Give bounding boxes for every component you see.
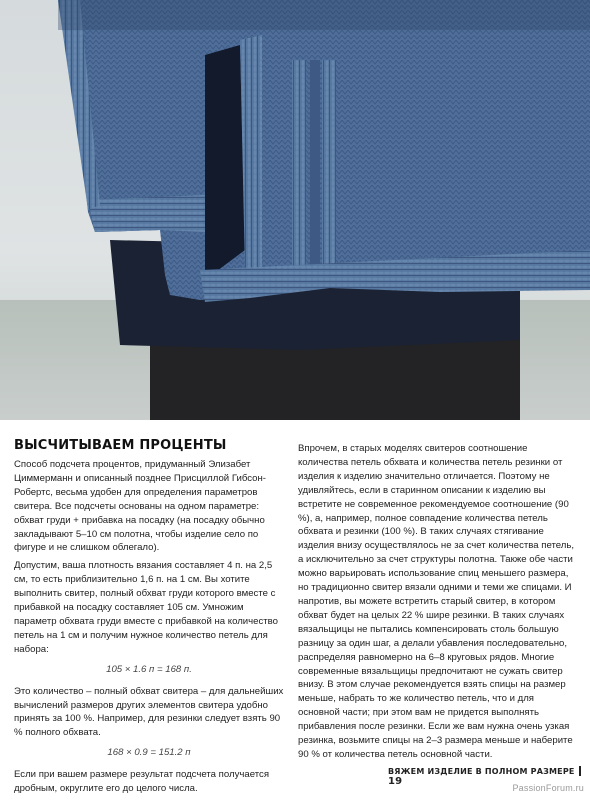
paragraph-percent: Это количество – полный обхват свитера – для дальнейших вычислений размеров других элементов свитера удобно принять за 100 %. Например, для резинки следует взять 90 % полного обхвата. (14, 685, 284, 739)
paragraph-gauge: Допустим, ваша плотность вязания составляет 4 п. на 2,5 см, то есть приблизительно 1,6 п. на 1 см. Вы хотите выполнить свитер, полный обхват груди которого вместе с прибавкой на посадку составляет 105 см. Умножим параметр обхвата груди вместе с прибавкой на количество петель на 1 см и получим нужное количество петель для набора: (14, 560, 279, 655)
formula-cast-on: 105 × 1.6 п = 168 п. (106, 663, 192, 675)
paragraph-rounding: Если при вашем размере результат подсчета получается дробным, округлите его до целого числа. (14, 769, 270, 795)
footer-section-title: ВЯЖЕМ ИЗДЕЛИЕ В ПОЛНОМ РАЗМЕРЕ (388, 767, 575, 776)
footer-separator (579, 766, 581, 776)
paragraph-old-models: Впрочем, в старых моделях свитеров соотношение количества петель обхвата и количества петель резинки от изделия к изделию значительно отличается. Поэтому не удивляйтесь, если в старинном описании к изделию вы встретите не современное рекомендуемое соотношение (90 %), а, например, полное совпадение количества петель обхвата и резинки (100 %). В таких случаях стягивание изделия внизу осуществлялось не за счет количества петель, а исключительно за счет структуры полотна. Также обе части можно варьировать использование спиц меньшего размера, но традиционно свитер вязали одними и теми же спицами. И напротив, вы можете встретить старый свитер, в котором обхват будет на целых 22 % шире резинки. В таких случаях вязальщицы не пытались компенсировать столь большую разницу за один шаг, а делали убавления последовательно, распределяя равномерно на 6–8 круговых рядов. Многие современные вязальщицы предпочитают не сужать свитер внизу. В этом случае рекомендуется взять спицы на размер меньше, набрать то же количество петель, что и для основной части; при этом вам не придется выполнять прибавления после резинки. Если же вам нужна очень узкая резинка, возьмите спицы на 2–3 размера меньше и наберите 90 % от количества петель основной части. (298, 443, 575, 760)
right-column (298, 442, 576, 766)
formula-ribbing: 168 × 0.9 = 151.2 п (107, 747, 191, 759)
section-heading: ВЫСЧИТЫВАЕМ ПРОЦЕНТЫ (14, 438, 227, 453)
page-number: 19 (388, 776, 403, 787)
paragraph-intro: Способ подсчета процентов, придуманный Элизабет Циммерманн и описанный позднее Присциллой Гибсон-Робертс, весьма удобен для определения параметров свитера. Все подсчеты основаны на одном параметре: обхват груди + прибавка на посадку (на посадку обычно закладывают 5–10 см полотна, чтобы изделие село по фигуре и не слишком облегало). (14, 459, 266, 554)
site-watermark: PassionForum.ru (512, 783, 584, 793)
left-column (14, 438, 284, 800)
